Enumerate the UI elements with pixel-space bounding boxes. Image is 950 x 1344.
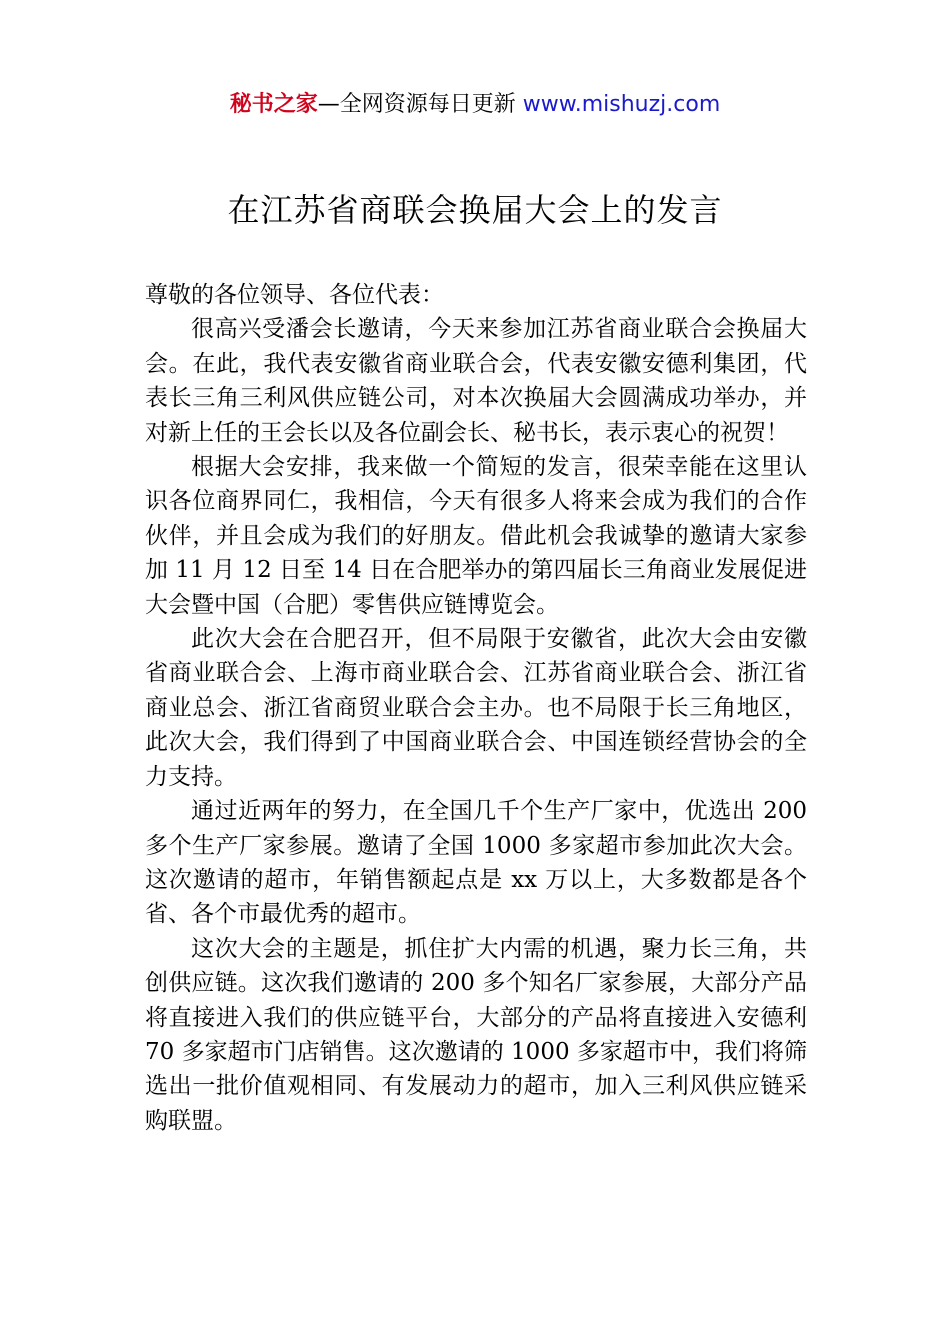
body-paragraph-3: 此次大会在合肥召开，但不局限于安徽省，此次大会由安徽省商业联合会、上海市商业联合会、江苏省商业联合会、浙江省商业总会、浙江省商贸业联合会主办。也不局限于长三角地区，此次大会，我们得到了中国商业联合会、中国连锁经营协会的全力支持。 [145,626,807,790]
body-paragraph-5: 这次大会的主题是，抓住扩大内需的机遇，聚力长三角，共创供应链。这次我们邀请的 200 多个知名厂家参展，大部分产品将直接进入我们的供应链平台，大部分的产品将直接进入安德利 70 多家超市门店销售。这次邀请的 1000 多家超市中，我们将筛选出一批价值观相同、有发展动力的超市，加入三利风供应链采购联盟。 [145,935,807,1134]
body-paragraph-4: 通过近两年的努力，在全国几千个生产厂家中，优选出 200 多个生产厂家参展。邀请了全国 1000 多家超市参加此次大会。这次邀请的超市，年销售额起点是 xx 万以上，大多数都是各个省、各个市最优秀的超市。 [145,798,807,928]
site-brand: 秘书之家 [229,92,318,117]
body-paragraph-1: 很高兴受潘会长邀请，今天来参加江苏省商业联合会换届大会。在此，我代表安徽省商业联合会，代表安徽安德利集团，代表长三角三利风供应链公司，对本次换届大会圆满成功举办，并对新上任的王会长以及各位副会长、秘书长，表示衷心的祝贺！ [145,316,807,446]
site-url-link[interactable]: www.mishuzj.com [522,92,721,117]
body-paragraph-2: 根据大会安排，我来做一个简短的发言，很荣幸能在这里认识各位商界同仁，我相信，今天有很多人将来会成为我们的合作伙伴，并且会成为我们的好朋友。借此机会我诚挚的邀请大家参加 11 月 12 日至 14 日在合肥举办的第四届长三角商业发展促进大会暨中国（合肥）零售供应链博览会。 [145,454,807,618]
site-tagline: —全网资源每日更新 [317,92,523,117]
salutation: 尊敬的各位领导、各位代表： [145,282,444,308]
document-title: 在江苏省商联会换届大会上的发言 [227,191,723,229]
site-header [0,90,950,120]
document-body [145,278,807,1138]
